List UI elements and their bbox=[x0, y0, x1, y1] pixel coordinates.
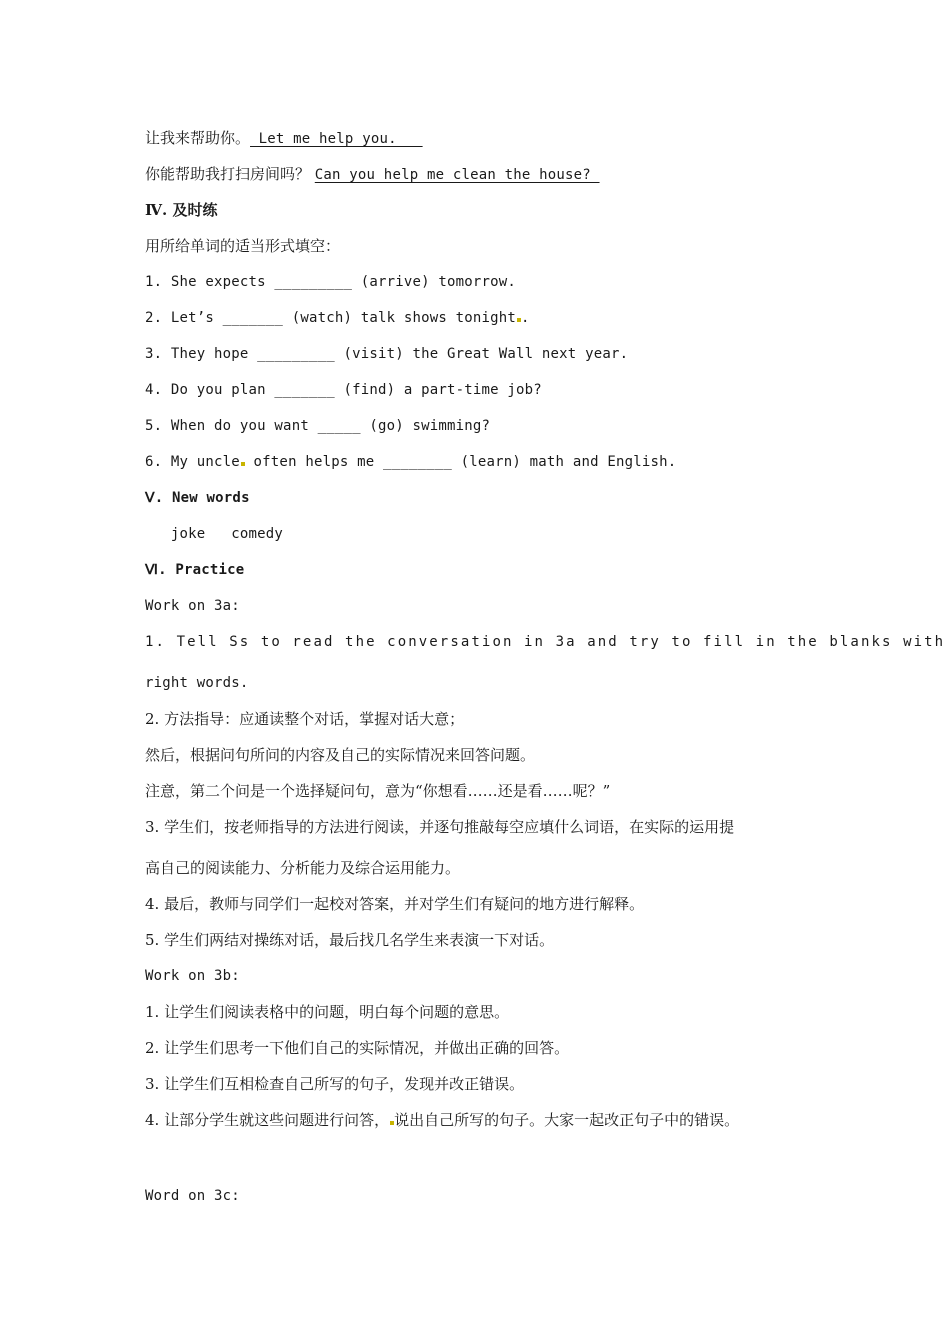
instruction-text: 用所给单词的适当形式填空： bbox=[145, 237, 341, 255]
chinese-text: 你能帮助我打扫房间吗？ bbox=[145, 165, 315, 183]
exercise-4: 4. Do you plan _______ (find) a part-time job? bbox=[145, 382, 542, 398]
work-on-3b: Work on 3b: bbox=[145, 968, 240, 984]
exercise-5: 5. When do you want _____ (go) swimming? bbox=[145, 418, 491, 434]
section-number: Ⅳ. bbox=[145, 201, 168, 219]
step-3b-4-start: 4. 让部分学生就这些问题进行问答， bbox=[145, 1111, 390, 1129]
step-3b-2: 2. 让学生们思考一下他们自己的实际情况，并做出正确的回答。 bbox=[145, 1039, 570, 1057]
answer-underlined: Can you help me clean the house? bbox=[314, 167, 600, 183]
exercise-6-end: often helps me ________ (learn) math and English. bbox=[244, 454, 677, 470]
exercise-3: 3. They hope _________ (visit) the Great Wall next year. bbox=[145, 346, 629, 362]
new-words: joke comedy bbox=[145, 526, 284, 542]
exercise-2-text: 2. Let’s _______ (watch) talk shows tonight bbox=[145, 310, 517, 326]
line-can-you-help bbox=[145, 164, 600, 185]
exercise-2: 2. Let’s _______ (watch) talk shows tonight . bbox=[145, 310, 530, 326]
answer-underlined: Let me help you. bbox=[250, 131, 423, 147]
practice-item-3-cont: 高自己的阅读能力、分析能力及综合运用能力。 bbox=[145, 859, 461, 877]
step-3b-1: 1. 让学生们阅读表格中的问题，明白每个问题的意思。 bbox=[145, 1003, 510, 1021]
section-title: 及时练 bbox=[167, 201, 218, 219]
practice-item-1: 1. Tell Ss to read the conversation in 3a and try to fill in the blanks with bbox=[145, 634, 946, 650]
exercise-6 bbox=[145, 452, 676, 472]
practice-item-2-note: 注意，第二个问是一个选择疑问句，意为“你想看……还是看……呢？” bbox=[145, 782, 611, 800]
practice-item-3: 3. 学生们，按老师指导的方法进行阅读，并逐句推敲每空应填什么词语，在实际的运用提 bbox=[145, 818, 735, 836]
exercise-6-start: 6. My uncle bbox=[145, 454, 240, 470]
step-3b-4-end: 说出自己所写的句子。大家一起改正句子中的错误。 bbox=[394, 1111, 740, 1129]
practice-item-2: 2. 方法指导：应通读整个对话，掌握对话大意； bbox=[145, 710, 465, 728]
practice-item-5: 5. 学生们两结对操练对话，最后找几名学生来表演一下对话。 bbox=[145, 931, 555, 949]
chinese-text: 让我来帮助你。 bbox=[145, 129, 251, 147]
practice-item-1-cont: right words. bbox=[145, 675, 249, 691]
step-3b-3: 3. 让学生们互相检查自己所写的句子，发现并改正错误。 bbox=[145, 1075, 525, 1093]
work-on-3c: Word on 3c: bbox=[145, 1188, 240, 1204]
edit-marker bbox=[517, 318, 521, 322]
section-heading-v: Ⅴ. New words bbox=[145, 490, 250, 506]
line-let-me-help bbox=[145, 128, 423, 149]
exercise-1: 1. She expects _________ (arrive) tomorrow. bbox=[145, 274, 517, 290]
practice-item-4: 4. 最后，教师与同学们一起校对答案，并对学生们有疑问的地方进行解释。 bbox=[145, 895, 645, 913]
step-3b-4 bbox=[145, 1110, 739, 1130]
section-heading-vi: Ⅵ. Practice bbox=[145, 562, 245, 578]
work-on-3a: Work on 3a: bbox=[145, 598, 240, 614]
practice-item-2-cont: 然后，根据问句所问的内容及自己的实际情况来回答问题。 bbox=[145, 746, 536, 764]
section-heading-iv bbox=[145, 200, 217, 220]
